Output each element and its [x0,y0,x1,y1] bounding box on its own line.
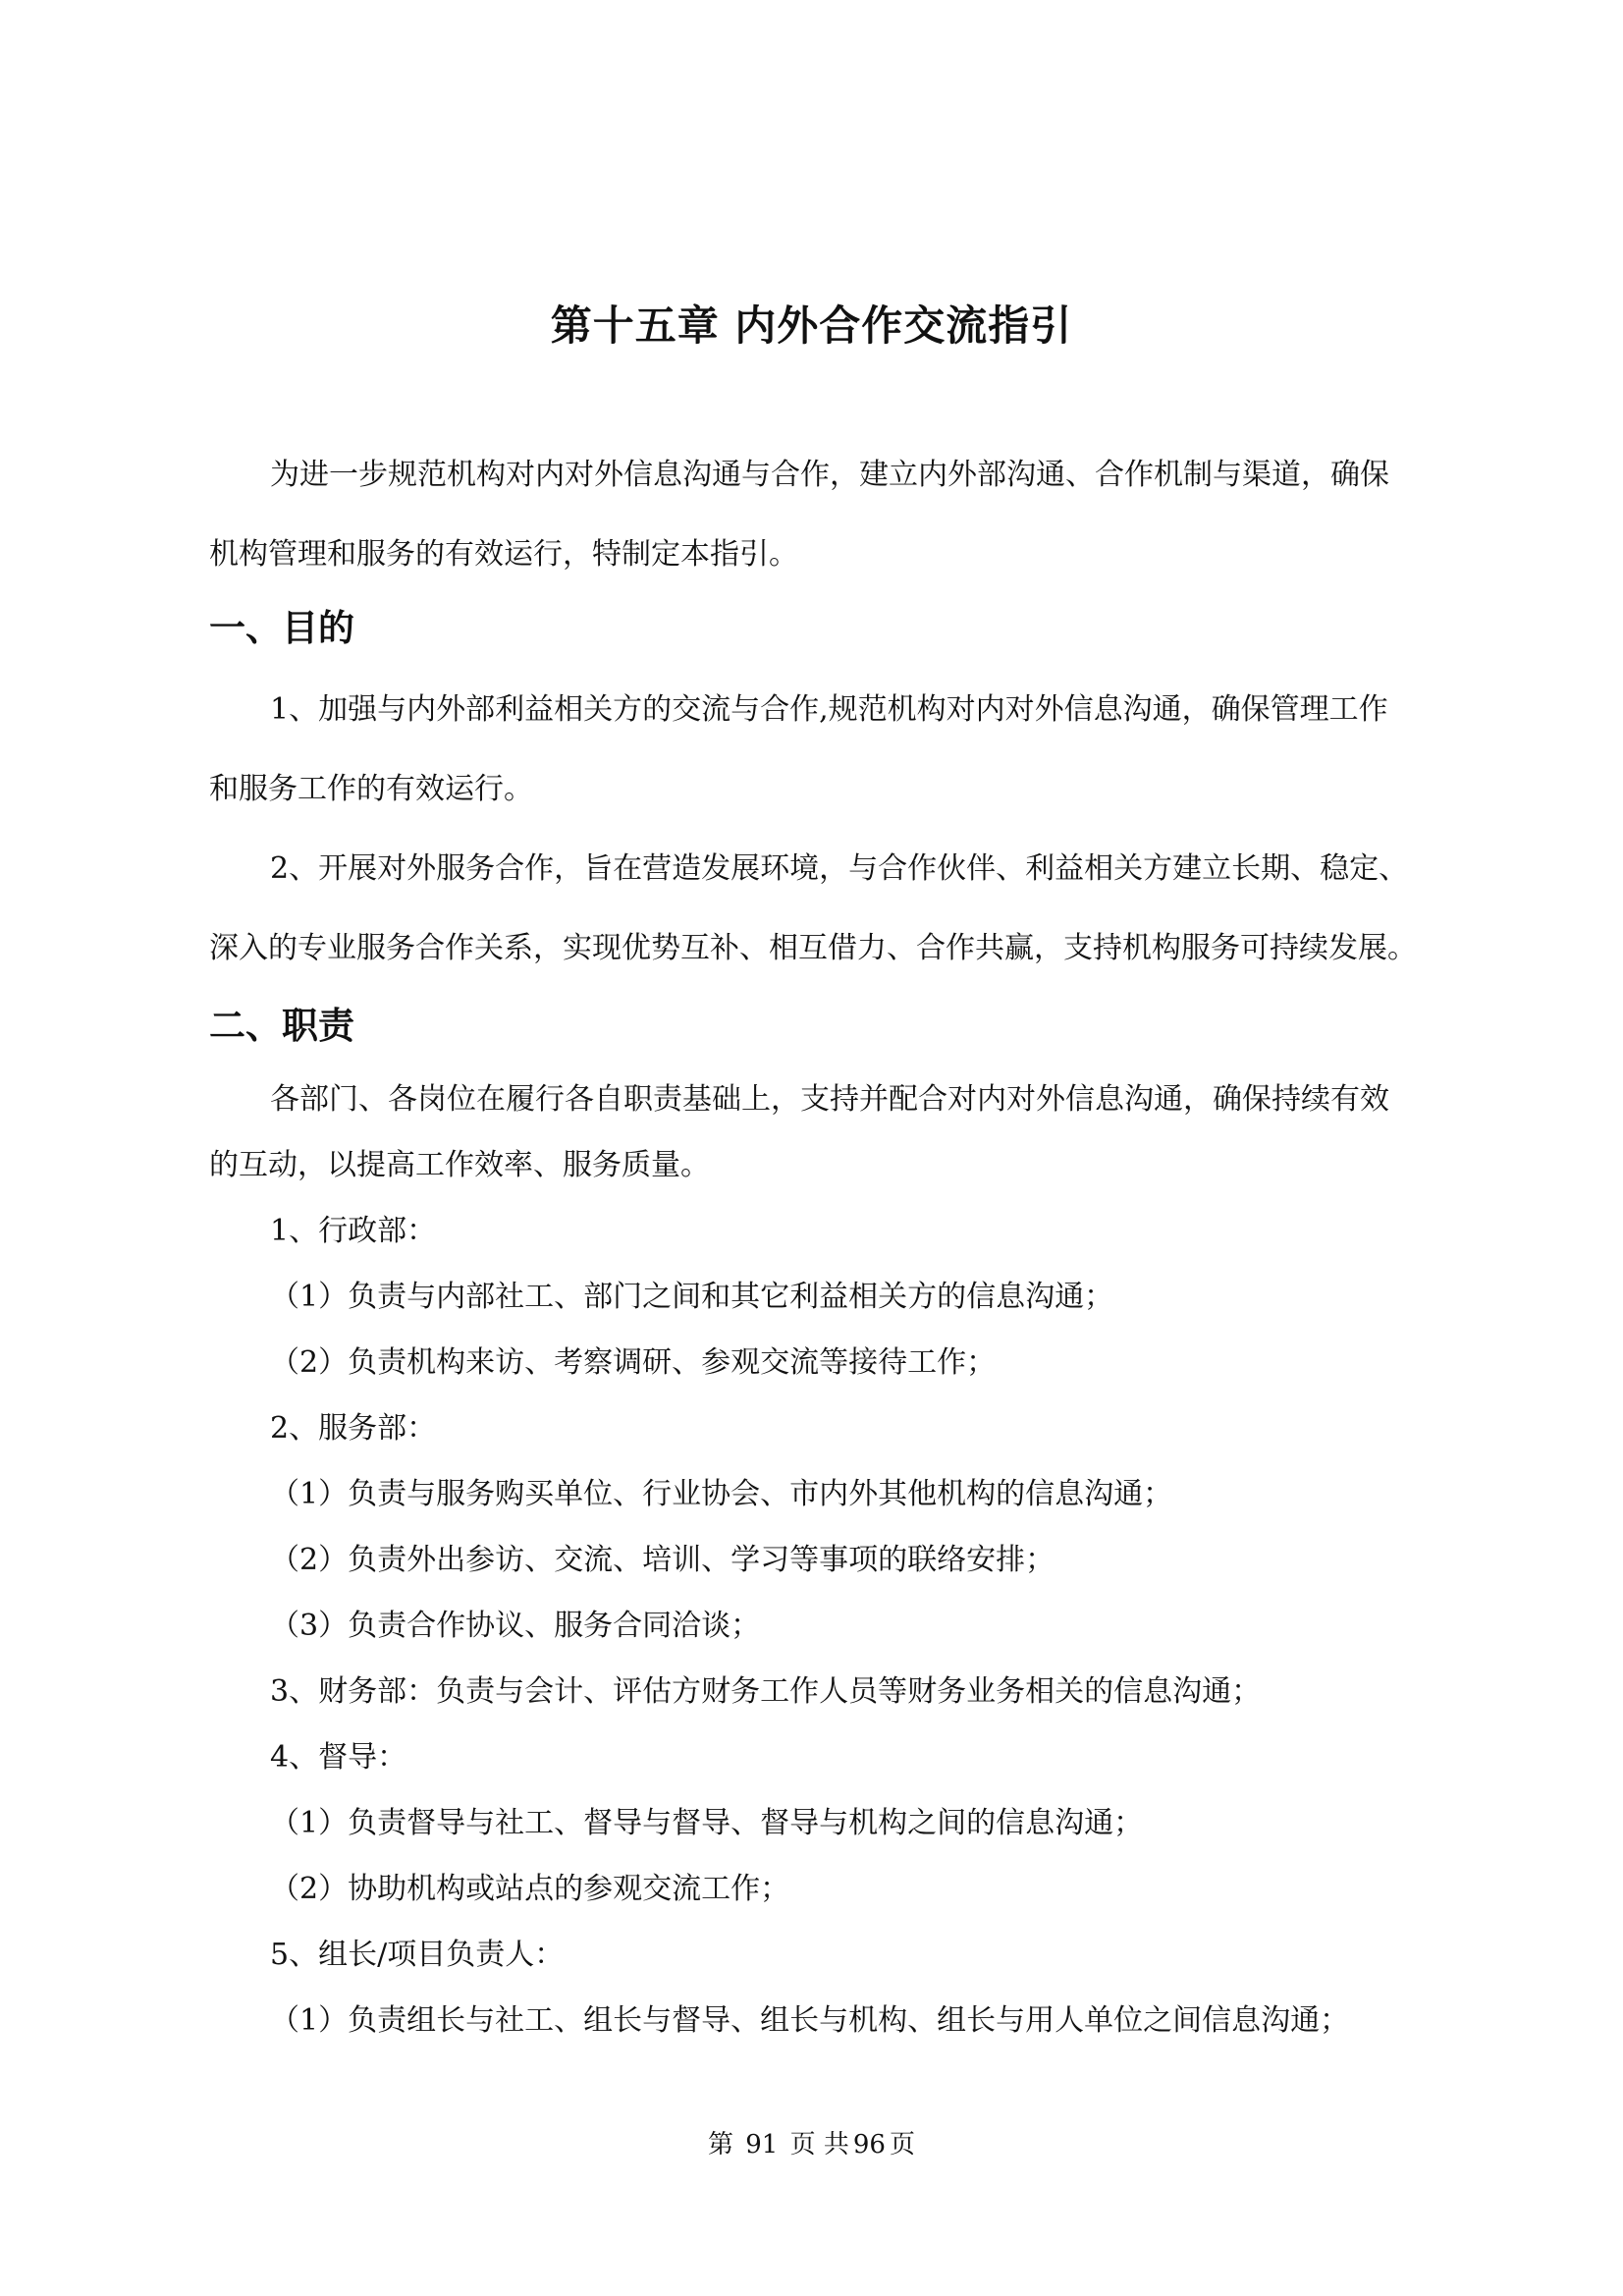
duty-line: 3、财务部：负责与会计、评估方财务工作人员等财务业务相关的信息沟通； [270,1674,1262,1709]
intro-line-1: 为进一步规范机构对内对外信息沟通与合作，建立内外部沟通、合作机制与渠道，确保 [270,458,1389,492]
purpose-item-2-line-1: 2、开展对外服务合作，旨在营造发展环境，与合作伙伴、利益相关方建立长期、稳定、 [270,851,1409,886]
section-heading-purpose: 一、目的 [209,607,354,649]
duty-line: （3）负责合作协议、服务合同洽谈； [270,1609,761,1643]
duty-line: （1）负责与内部社工、部门之间和其它利益相关方的信息沟通； [270,1280,1114,1314]
duty-line: 1、行政部： [270,1214,437,1248]
purpose-item-1-line-2: 和服务工作的有效运行。 [209,772,533,806]
duty-line: （1）负责组长与社工、组长与督导、组长与机构、组长与用人单位之间信息沟通； [270,2003,1350,2038]
purpose-item-1-line-1: 1、加强与内外部利益相关方的交流与合作,规范机构对内对外信息沟通，确保管理工作 [270,692,1388,727]
duty-line: 5、组长/项目负责人： [270,1938,565,1972]
footer-suffix: 页 [889,2130,915,2159]
duty-line: （2）协助机构或站点的参观交流工作； [270,1872,790,1906]
current-page-number: 91 [745,2130,779,2159]
total-page-number: 96 [852,2130,886,2159]
duty-line: 2、服务部： [270,1411,437,1446]
duty-line: （2）负责外出参访、交流、培训、学习等事项的联络安排； [270,1543,1055,1577]
section-heading-duties: 二、职责 [209,1005,354,1047]
duty-line: （2）负责机构来访、考察调研、参观交流等接待工作； [270,1345,997,1380]
intro-line-2: 机构管理和服务的有效运行，特制定本指引。 [209,537,798,572]
duties-intro-line-1: 各部门、各岗位在履行各自职责基础上，支持并配合对内对外信息沟通，确保持续有效 [270,1082,1389,1117]
footer-middle: 页 共 [789,2130,849,2159]
footer-prefix: 第 [707,2130,733,2159]
duty-line: 4、督导： [270,1740,407,1775]
duty-line: （1）负责督导与社工、督导与督导、督导与机构之间的信息沟通； [270,1806,1144,1840]
duties-intro-line-2: 的互动，以提高工作效率、服务质量。 [209,1148,710,1182]
chapter-title: 第十五章 内外合作交流指引 [550,301,1073,350]
purpose-item-2-line-2: 深入的专业服务合作关系，实现优势互补、相互借力、合作共赢，支持机构服务可持续发展。 [209,931,1417,965]
duty-line: （1）负责与服务购买单位、行业协会、市内外其他机构的信息沟通； [270,1477,1173,1511]
page-footer [0,2127,1623,2162]
